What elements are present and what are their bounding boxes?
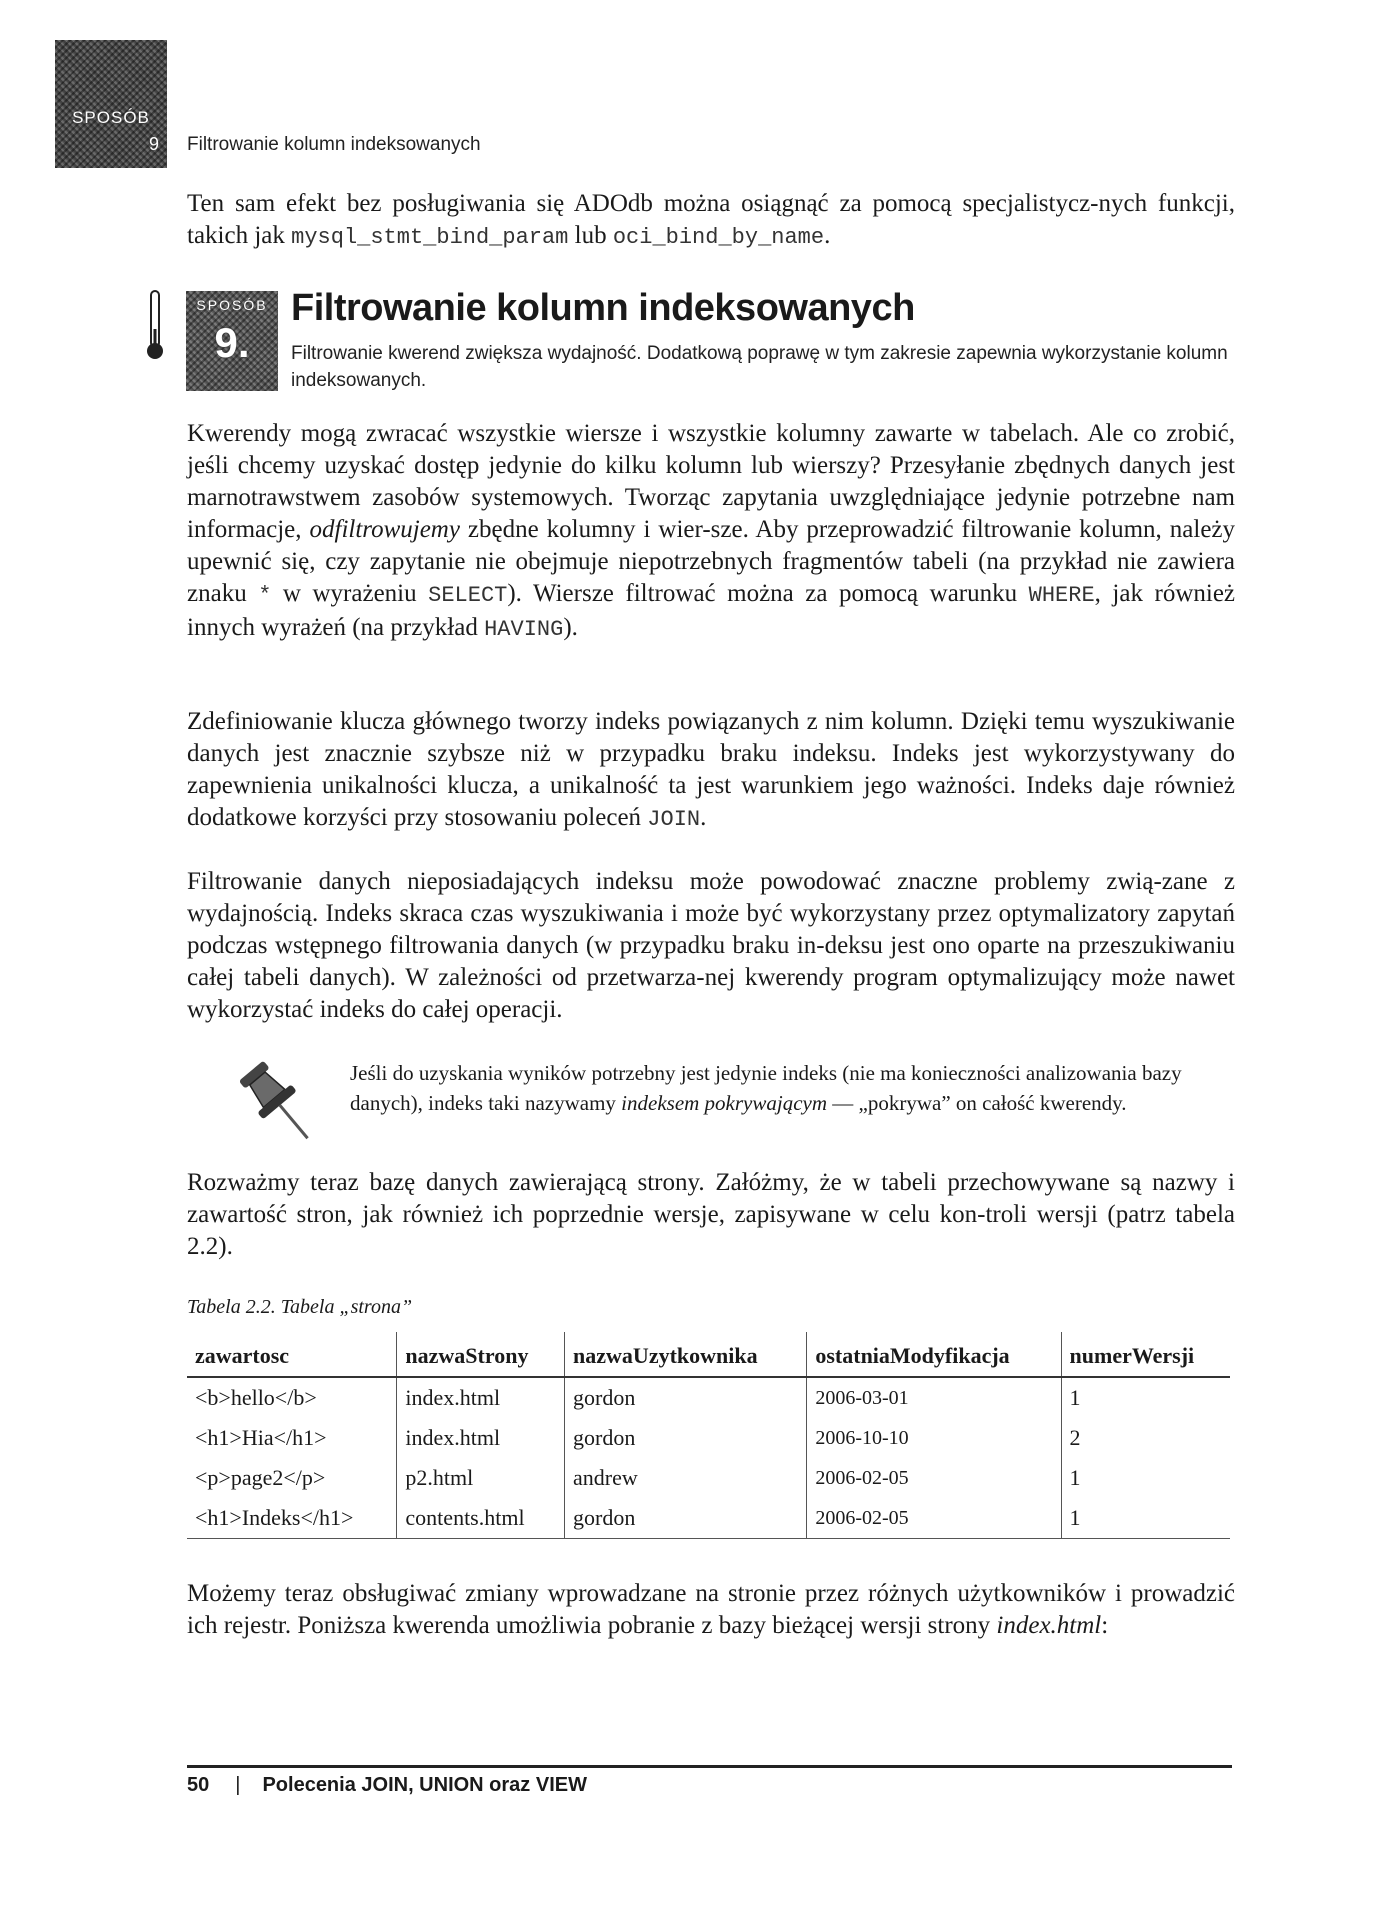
- text: :: [1101, 1612, 1109, 1639]
- text: , jak również innych wyrażeń (na przykład: [187, 580, 1236, 641]
- text: Ten sam efekt bez posługiwania się ADOdb można osiągnąć za pomocą specjalistycz-nych funkcji, takich jak: [187, 190, 1235, 249]
- table-header-row: [187, 1332, 1230, 1377]
- code-inline: WHERE: [1028, 583, 1095, 608]
- table-row: [187, 1458, 1230, 1498]
- table-cell: p2.html: [397, 1458, 565, 1498]
- table-cell: <p>page2</p>: [195, 1465, 326, 1490]
- table-cell: gordon: [565, 1377, 807, 1418]
- column-header: nazwaUzytkownika: [565, 1332, 807, 1377]
- section-badge-number: 9: [148, 134, 159, 154]
- code-inline: *: [258, 583, 272, 608]
- text: Zdefiniowanie klucza głównego tworzy indeks powiązanych z nim kolumn. Dzięki temu wyszukiwanie danych jest znacznie szybsze niż w przypadku braku indeksu. Indeks jest wykorzystywany do zapewnienia unikalności klucza, a unikalność ta jest warunkiem jego ważności. Indeks daje również dodatkowe korzyści przy stosowaniu poleceń: [187, 708, 1235, 831]
- table-row: [187, 1498, 1230, 1539]
- table-cell: contents.html: [397, 1498, 565, 1539]
- table-row: [187, 1418, 1230, 1458]
- table-cell: 1: [1061, 1498, 1230, 1539]
- text: Możemy teraz obsługiwać zmiany wprowadzane na stronie przez różnych użytkowników i prowadzić ich rejestr. Poniższa kwerenda umożliwia pobranie z bazy bieżącej wersji strony: [187, 1580, 1235, 1639]
- text: Filtrowanie danych nieposiadających indeksu może powodować znaczne problemy zwią-zane z wydajnością. Indeks skraca czas wyszukiwania i może być wykorzystany przez optymalizatory zapytań podczas wstępnego filtrowania danych (w przypadku braku in-deksu jest ono oparte na przeszukiwaniu całej tabeli danych). W zależności od przetwarza-nej kwerendy program optymalizujący może nawet wykorzystać indeks do całej operacji.: [187, 868, 1235, 1023]
- table-cell: 1: [1061, 1458, 1230, 1498]
- table-cell: 2006-02-05: [807, 1458, 1061, 1498]
- text: Kwerendy mogą zwracać wszystkie wiersze i wszystkie kolumny zawarte w tabelach. Ale co zrobić, jeśli chcemy uzyskać dostęp jedynie do kilku kolumn lub wierszy? Przesyłanie zbędnych danych jest marnotrawstwem zasobów systemowych. Tworząc zapytania uwzględniające jedynie potrzebne nam informacje,: [187, 420, 1235, 543]
- note-tip: [350, 1058, 1190, 1118]
- hack-badge-label: SPOSÓB: [196, 297, 268, 313]
- text: Jeśli do uzyskania wyników potrzebny jest jedynie indeks (nie ma konieczności analizowania bazy danych), indeks taki nazywamy: [350, 1061, 1182, 1115]
- running-header-title: Filtrowanie kolumn indeksowanych: [187, 134, 481, 155]
- emphasis: odfiltrowujemy: [309, 516, 460, 543]
- hack-badge: [186, 291, 278, 391]
- code-inline: SELECT: [428, 583, 508, 608]
- table-cell: 2: [1061, 1418, 1230, 1458]
- hack-title: Filtrowanie kolumn indeksowanych: [291, 287, 915, 329]
- paragraph-1: [187, 418, 1235, 646]
- page-footer: [187, 1774, 587, 1797]
- text: — „pokrywa” on całość kwerendy.: [827, 1091, 1127, 1115]
- intro-paragraph: [187, 188, 1235, 254]
- text: lub: [568, 222, 613, 249]
- hack-badge-number: 9.: [214, 319, 250, 366]
- table-cell: <h1>Indeks</h1>: [187, 1498, 397, 1539]
- text: ).: [563, 614, 578, 641]
- table-cell: 1: [1061, 1377, 1230, 1418]
- table-caption: Tabela 2.2. Tabela „strona”: [187, 1296, 413, 1318]
- table-cell: 2006-03-01: [807, 1377, 1061, 1418]
- table-cell: 2006-10-10: [807, 1418, 1061, 1458]
- emphasis: index.html: [996, 1612, 1102, 1639]
- table-row: [187, 1377, 1230, 1418]
- table-cell: gordon: [565, 1418, 807, 1458]
- pushpin-icon: [228, 1053, 328, 1153]
- code-inline: JOIN: [647, 807, 701, 832]
- page-number: 50: [187, 1774, 210, 1796]
- hack-subtitle: Filtrowanie kwerend zwiększa wydajność. Dodatkową poprawę w tym zakresie zapewnia wykorzystanie kolumn indeksowanych.: [291, 343, 1228, 391]
- paragraph-3: [187, 866, 1235, 1026]
- code-inline: oci_bind_by_name: [612, 225, 825, 250]
- footer-rule: [187, 1765, 1232, 1768]
- table-cell: 2006-02-05: [807, 1498, 1061, 1539]
- footer-separator: |: [235, 1774, 241, 1796]
- column-header: numerWersji: [1061, 1332, 1230, 1377]
- column-header: zawartosc: [187, 1332, 397, 1377]
- column-header: nazwaStrony: [397, 1332, 565, 1377]
- section-badge: [55, 40, 167, 168]
- paragraph-2: [187, 706, 1235, 836]
- text: .: [824, 222, 831, 249]
- table-cell: index.html: [397, 1377, 565, 1418]
- paragraph-4: [187, 1167, 1235, 1263]
- table-cell: index.html: [397, 1418, 565, 1458]
- thermometer-icon: [146, 289, 164, 363]
- text: zbędne kolumny i wier-sze. Aby przeprowadzić filtrowanie kolumn, należy upewnić się, czy zapytanie nie obejmuje niepotrzebnych fragmentów tabeli (na przykład nie zawiera znaku: [187, 516, 1236, 607]
- text: w wyrażeniu: [271, 580, 429, 607]
- table-cell: gordon: [565, 1498, 807, 1539]
- data-table: [187, 1332, 1230, 1539]
- text: Rozważmy teraz bazę danych zawierającą strony. Załóżmy, że w tabeli przechowywane są nazwy i zawartość stron, jak również ich poprzednie wersje, zapisywane w celu kon-troli wersji (patrz tabela 2.2).: [187, 1169, 1235, 1260]
- code-inline: HAVING: [484, 617, 564, 642]
- table-cell: andrew: [565, 1458, 807, 1498]
- section-badge-label: SPOSÓB: [72, 108, 150, 127]
- table-cell: <h1>Hia</h1>: [195, 1425, 327, 1450]
- text: .: [700, 804, 707, 831]
- column-header: ostatniaModyfikacja: [807, 1332, 1061, 1377]
- chapter-title: Polecenia JOIN, UNION oraz VIEW: [262, 1774, 587, 1796]
- emphasis: indeksem pokrywającym: [621, 1091, 828, 1115]
- table-cell: <b>hello</b>: [187, 1377, 397, 1418]
- paragraph-5: [187, 1578, 1235, 1642]
- text: ). Wiersze filtrować można za pomocą warunku: [507, 580, 1029, 607]
- code-inline: mysql_stmt_bind_param: [291, 225, 569, 250]
